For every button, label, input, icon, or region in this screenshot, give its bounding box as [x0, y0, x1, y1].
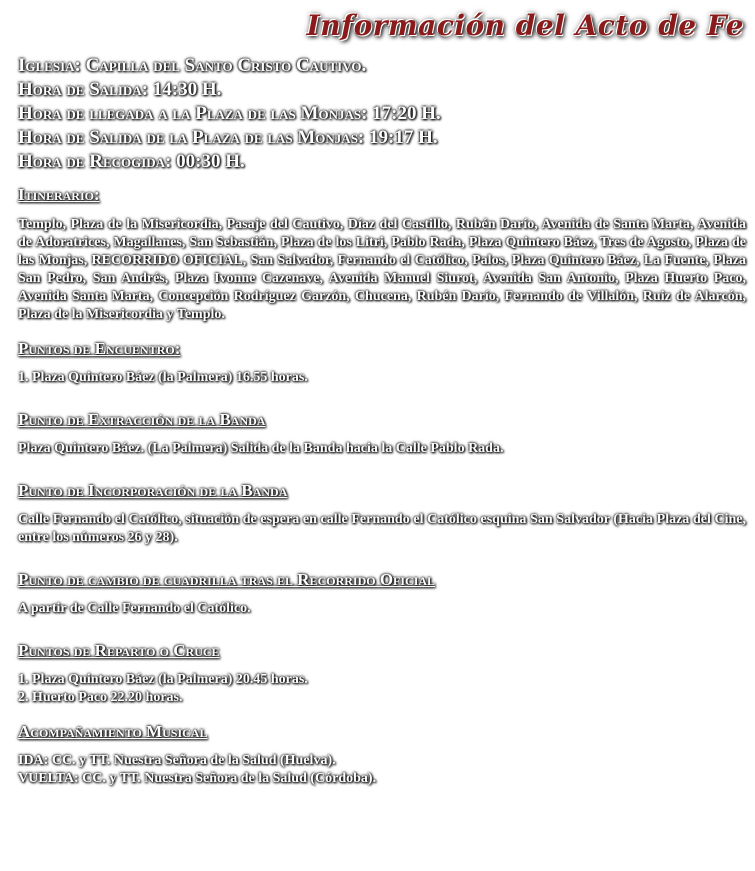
- info-hora-recogida: Hora de Recogida: 00:30 H.: [18, 151, 245, 172]
- section-heading-incorporacion: Punto de Incorporación de la Banda: [18, 481, 288, 500]
- musical-line: IDA: CC. y TT. Nuestra Señora de la Salud (Huelva).: [18, 753, 336, 768]
- content-page: [18, 8, 746, 788]
- section-heading-cambio: Punto de cambio de cuadrilla tras el Recorrido Oficial: [18, 570, 436, 589]
- encuentro-line: 1. Plaza Quintero Báez (la Palmera) 16.55 horas.: [18, 370, 308, 385]
- section-itinerario: [18, 184, 746, 324]
- section-encuentro: [18, 338, 746, 387]
- info-hora-llegada: Hora de llegada a la Plaza de las Monjas: 17:20 H.: [18, 103, 441, 124]
- info-block: [18, 54, 746, 174]
- section-heading-encuentro: Puntos de Encuentro:: [18, 339, 181, 358]
- reparto-line: 2. Huerto Paco 22.20 horas.: [18, 690, 183, 705]
- info-hora-salida: Hora de Salida: 14:30 H.: [18, 79, 222, 100]
- section-heading-itinerario: Itinerario:: [18, 185, 100, 204]
- cambio-text: A partir de Calle Fernando el Católico.: [18, 601, 251, 616]
- section-musical: [18, 721, 746, 788]
- page-title: Información del Acto de Fe: [306, 9, 744, 42]
- reparto-line: 1. Plaza Quintero Báez (la Palmera) 20.45 horas.: [18, 672, 308, 687]
- extraccion-text: Plaza Quintero Báez. (La Palmera) Salida de la Banda hacia la Calle Pablo Rada.: [18, 441, 504, 456]
- section-extraccion: [18, 409, 746, 458]
- itinerario-text: Templo, Plaza de la Misericordia, Pasaje del Cautivo, Díaz del Castillo, Rubén Darío, Avenida de Santa Marta, Avenida de Adoratrices, Magallanes, San Sebastián, Plaza de los Litri, Pablo Rada, Plaza Quintero Báez, Tres de Agosto, Plaza de las Monjas, RECORRIDO OFICIAL, San Salvador, Fernando el Católico, Palos, Plaza Quintero Báez, La Fuente, Plaza San Pedro, San Andrés, Plaza Ivonne Cazenave, Avenida Manuel Siurot, Avenida San Antonio, Plaza Huerto Paco, Avenida Santa Marta, Concepción Rodríguez Garzón, Chucena, Rubén Darío, Fernando de Villalón, Ruiz de Alarcón, Plaza de la Misericordia y Templo.: [18, 217, 746, 322]
- section-heading-musical: Acompañamiento Musical: [18, 722, 208, 741]
- incorporacion-text: Calle Fernando el Católico, situación de espera en calle Fernando el Católico esquina San Salvador (Hacia Plaza del Cine, entre los números 26 y 28).: [18, 512, 746, 545]
- section-heading-reparto: Puntos de Reparto o Cruce: [18, 641, 220, 660]
- info-hora-salida-plaza: Hora de Salida de la Plaza de las Monjas: 19:17 H.: [18, 127, 438, 148]
- section-cambio: [18, 569, 746, 618]
- musical-line: VUELTA: CC. y TT. Nuestra Señora de la Salud (Córdoba).: [18, 771, 377, 786]
- section-incorporacion: [18, 480, 746, 547]
- section-reparto: [18, 640, 746, 707]
- info-iglesia: Iglesia: Capilla del Santo Cristo Cautivo.: [18, 55, 367, 76]
- section-heading-extraccion: Punto de Extracción de la Banda: [18, 410, 266, 429]
